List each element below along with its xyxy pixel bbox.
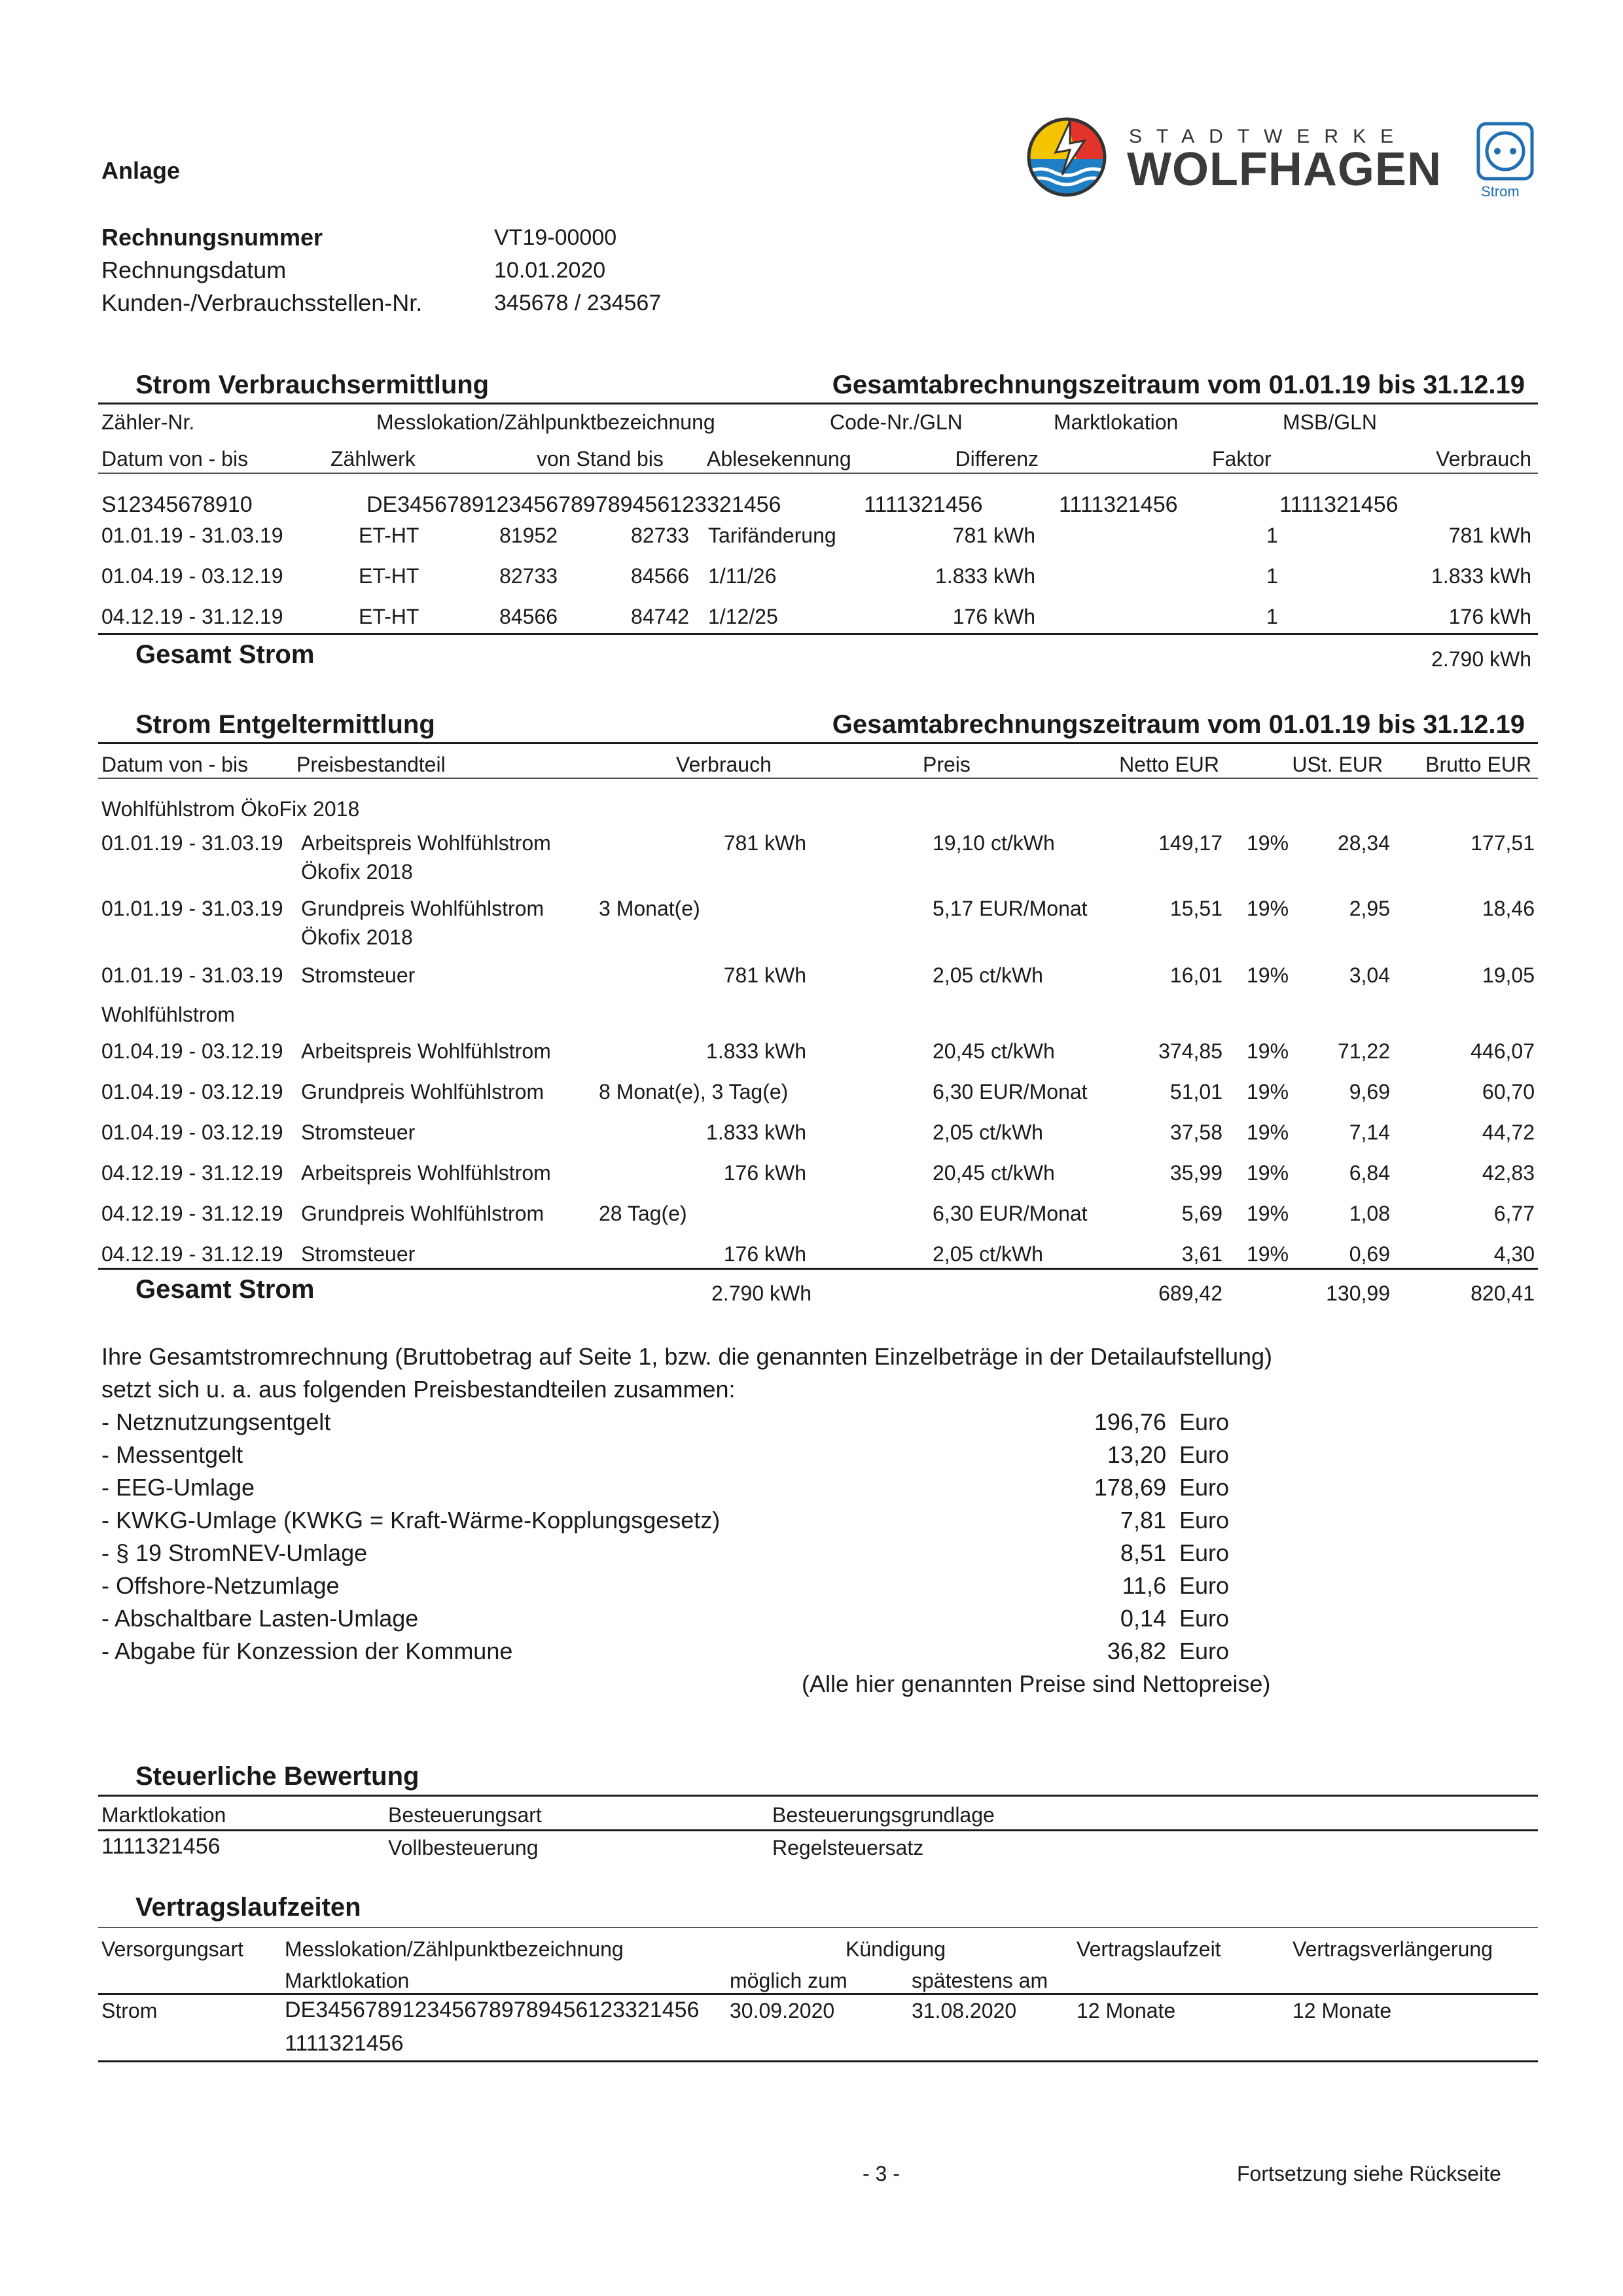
col-marktlokation: Marktlokation	[1054, 410, 1179, 434]
col-versorgungsart: Versorgungsart	[101, 1937, 244, 1961]
breakdown-item-amount: 196,76	[1094, 1408, 1166, 1435]
verbrauch-period: Gesamtabrechnungszeitraum vom 01.01.19 bis 31.12.19	[832, 370, 1525, 399]
row-preisbestandteil: Grundpreis Wohlfühlstrom	[301, 1080, 544, 1103]
row-ust: 6,84	[1349, 1161, 1390, 1185]
row-preisbestandteil: Arbeitspreis Wohlfühlstrom	[301, 831, 551, 855]
logo-top-text: STADTWERKE	[1129, 126, 1408, 147]
row-brutto: 42,83	[1482, 1161, 1535, 1185]
entgelt-total-netto: 689,42	[1158, 1282, 1222, 1305]
row-ablesekennung: 1/12/25	[708, 605, 778, 628]
page-number: - 3 -	[863, 2162, 900, 2185]
row-steuersatz: 19%	[1247, 897, 1289, 920]
row-datum: 01.01.19 - 31.03.19	[101, 963, 283, 987]
col-differenz: Differenz	[955, 447, 1039, 471]
row-zaehlwerk: ET-HT	[359, 605, 419, 628]
row-preisbestandteil: Stromsteuer	[301, 1121, 416, 1144]
col-datum: Datum von - bis	[101, 753, 249, 776]
verbrauch-total-value: 2.790 kWh	[1431, 647, 1531, 671]
vertrag-laufzeit: 12 Monate	[1077, 1999, 1176, 2022]
row-ust: 1,08	[1349, 1202, 1390, 1225]
row-brutto: 44,72	[1482, 1121, 1535, 1144]
breakdown-item-label: - Abschaltbare Lasten-Umlage	[101, 1605, 419, 1632]
breakdown-intro-2: setzt sich u. a. aus folgenden Preisbestandteilen zusammen:	[101, 1376, 736, 1403]
entgelt-total-label: Gesamt Strom	[135, 1275, 315, 1304]
row-datum: 01.04.19 - 03.12.19	[101, 1039, 283, 1063]
breakdown-item-label: - Messentgelt	[101, 1441, 243, 1468]
row-datum: 01.01.19 - 31.03.19	[101, 831, 283, 855]
row-brutto: 19,05	[1482, 963, 1535, 987]
row-menge: 28 Tag(e)	[599, 1202, 687, 1225]
col-messlokation: Messlokation/Zählpunktbezeichnung	[376, 410, 715, 434]
row-menge: 3 Monat(e)	[599, 897, 700, 920]
breakdown-note: (Alle hier genannten Preise sind Nettopreise)	[802, 1670, 1271, 1697]
row-datum: 01.01.19 - 31.03.19	[101, 897, 283, 920]
row-verbrauch: 176 kWh	[1448, 605, 1531, 628]
col-verbrauch: Verbrauch	[676, 753, 772, 776]
steuer-grundlage: Regelsteuersatz	[772, 1836, 924, 1859]
col-code-gln: Code-Nr./GLN	[830, 410, 963, 434]
entgelt-title: Strom Entgeltermittlung	[135, 710, 435, 739]
row-preis: 2,05 ct/kWh	[933, 963, 1043, 987]
row-steuersatz: 19%	[1247, 963, 1289, 987]
row-verbrauch: 781 kWh	[1448, 524, 1531, 547]
breakdown-item-amount: 178,69	[1094, 1474, 1166, 1501]
breakdown-item-amount: 8,51	[1120, 1539, 1166, 1566]
divider	[98, 633, 1538, 635]
row-ust: 28,34	[1337, 831, 1390, 855]
row-verbrauch: 176 kWh	[723, 1161, 806, 1185]
entgelt-total-ust: 130,99	[1326, 1282, 1390, 1305]
row-ust: 3,04	[1349, 963, 1390, 987]
divider	[98, 778, 1538, 779]
row-steuersatz: 19%	[1247, 1242, 1289, 1266]
row-stand-bis: 84566	[631, 564, 689, 588]
row-brutto: 60,70	[1482, 1080, 1535, 1103]
row-netto: 16,01	[1169, 963, 1222, 987]
row-netto: 374,85	[1158, 1039, 1222, 1063]
divider	[98, 1927, 1538, 1928]
col-vertragsverlaengerung: Vertragsverlängerung	[1293, 1937, 1493, 1961]
row-preisbestandteil: Grundpreis Wohlfühlstrom	[301, 1202, 544, 1225]
row-verbrauch: 1.833 kWh	[1431, 564, 1531, 588]
row-zaehlwerk: ET-HT	[359, 524, 419, 547]
row-preis: 20,45 ct/kWh	[933, 1039, 1055, 1063]
breakdown-item-currency: Euro	[1179, 1539, 1230, 1566]
row-preis: 20,45 ct/kWh	[933, 1161, 1055, 1185]
entgelt-period: Gesamtabrechnungszeitraum vom 01.01.19 bis 31.12.19	[832, 710, 1525, 739]
breakdown-item-label: - Offshore-Netzumlage	[101, 1572, 340, 1599]
breakdown-item-currency: Euro	[1179, 1605, 1230, 1632]
row-netto: 37,58	[1169, 1121, 1222, 1144]
col-verbrauch: Verbrauch	[1436, 447, 1531, 471]
strom-icon-label: Strom	[1481, 183, 1520, 200]
verbrauch-total-label: Gesamt Strom	[135, 640, 315, 669]
invoice-date-value: 10.01.2020	[494, 258, 606, 283]
row-differenz: 1.833 kWh	[935, 564, 1035, 588]
col-preis: Preis	[923, 753, 971, 776]
row-stand-bis: 82733	[631, 524, 689, 547]
customer-nr-value: 345678 / 234567	[494, 291, 662, 315]
meter-marktlokation: 1111321456	[1059, 492, 1178, 517]
customer-nr-label: Kunden-/Verbrauchsstellen-Nr.	[101, 289, 423, 316]
row-ust: 0,69	[1349, 1242, 1390, 1266]
row-preisbestandteil: Stromsteuer	[301, 963, 416, 987]
row-verbrauch: 781 kWh	[723, 963, 806, 987]
col-faktor: Faktor	[1212, 447, 1272, 471]
divider	[98, 1993, 1538, 1995]
row-faktor: 1	[1266, 524, 1278, 547]
breakdown-item-amount: 11,6	[1122, 1572, 1166, 1599]
row-preisbestandteil: Stromsteuer	[301, 1242, 416, 1266]
invoice-date-label: Rechnungsdatum	[101, 257, 287, 283]
anlage-label: Anlage	[101, 157, 181, 184]
row-stand-bis: 84742	[631, 605, 689, 628]
meter-number: S12345678910	[101, 492, 253, 517]
row-zaehlwerk: ET-HT	[359, 564, 419, 588]
row-datum: 01.01.19 - 31.03.19	[101, 524, 283, 547]
row-netto: 51,01	[1169, 1080, 1222, 1103]
col-besteuerungsart: Besteuerungsart	[388, 1803, 542, 1827]
breakdown-item-label: - EEG-Umlage	[101, 1474, 255, 1501]
row-datum: 01.04.19 - 03.12.19	[101, 564, 283, 588]
breakdown-item-label: - KWKG-Umlage (KWKG = Kraft-Wärme-Kopplungsgesetz)	[101, 1507, 721, 1534]
invoice-nr-label: Rechnungsnummer	[101, 224, 323, 251]
divider	[98, 742, 1538, 744]
row-brutto: 6,77	[1493, 1202, 1535, 1225]
vertrag-spaetestens-am: 31.08.2020	[912, 1999, 1017, 2022]
col-netto: Netto EUR	[1119, 753, 1219, 776]
row-stand-von: 82733	[499, 564, 558, 588]
row-steuersatz: 19%	[1247, 1080, 1289, 1103]
col-zaehler-nr: Zähler-Nr.	[101, 410, 195, 434]
col-kuendigung: Kündigung	[846, 1937, 946, 1961]
breakdown-item-label: - Abgabe für Konzession der Kommune	[101, 1638, 513, 1664]
steuer-marktlokation: 1111321456	[101, 1834, 221, 1859]
row-steuersatz: 19%	[1247, 1039, 1289, 1063]
row-preis: 5,17 EUR/Monat	[933, 897, 1088, 920]
vertrag-moeglich-zum: 30.09.2020	[730, 1999, 835, 2022]
row-preis: 6,30 EUR/Monat	[933, 1202, 1088, 1225]
breakdown-item-label: - § 19 StromNEV-Umlage	[101, 1539, 368, 1566]
row-verbrauch: 1.833 kWh	[706, 1039, 806, 1063]
col-spaetestens-am: spätestens am	[912, 1969, 1048, 1992]
row-brutto: 177,51	[1471, 831, 1535, 855]
meter-msb-gln: 1111321456	[1279, 492, 1399, 517]
row-stand-von: 84566	[499, 605, 558, 628]
row-steuersatz: 19%	[1247, 1161, 1289, 1185]
row-faktor: 1	[1266, 605, 1278, 628]
col-stand: von Stand bis	[537, 447, 664, 471]
group-wohlfuehlstrom: Wohlfühlstrom	[101, 1003, 235, 1026]
row-ust: 7,14	[1349, 1121, 1390, 1144]
stadtwerke-logo-icon	[1024, 115, 1116, 200]
breakdown-item-amount: 0,14	[1120, 1605, 1166, 1632]
row-netto: 15,51	[1169, 897, 1222, 920]
breakdown-item-label: - Netznutzungsentgelt	[101, 1408, 331, 1435]
row-ablesekennung: 1/11/26	[708, 564, 777, 588]
row-datum: 01.04.19 - 03.12.19	[101, 1121, 283, 1144]
row-ust: 2,95	[1349, 897, 1390, 920]
col-ust: USt. EUR	[1292, 753, 1383, 776]
row-steuersatz: 19%	[1247, 1202, 1289, 1225]
vertrag-marktlokation: 1111321456	[285, 2031, 404, 2056]
row-steuersatz: 19%	[1247, 831, 1289, 855]
row-menge: 8 Monat(e), 3 Tag(e)	[599, 1080, 789, 1103]
row-netto: 149,17	[1158, 831, 1222, 855]
continue-note: Fortsetzung siehe Rückseite	[1237, 2162, 1501, 2185]
breakdown-item-currency: Euro	[1179, 1408, 1230, 1435]
row-verbrauch: 176 kWh	[723, 1242, 806, 1266]
meter-messlokation: DE3456789123456789789456123321456	[366, 492, 781, 517]
col-datum: Datum von - bis	[101, 447, 249, 471]
row-preis: 2,05 ct/kWh	[933, 1242, 1043, 1266]
row-ust: 9,69	[1349, 1080, 1390, 1103]
col-messlokation: Messlokation/Zählpunktbezeichnung	[285, 1937, 624, 1961]
row-differenz: 781 kWh	[952, 524, 1035, 547]
divider	[98, 473, 1538, 474]
row-faktor: 1	[1266, 564, 1278, 588]
breakdown-item-amount: 36,82	[1107, 1638, 1166, 1664]
row-verbrauch: 1.833 kWh	[706, 1121, 806, 1144]
breakdown-item-currency: Euro	[1179, 1441, 1230, 1468]
col-besteuerungsgrundlage: Besteuerungsgrundlage	[772, 1803, 995, 1827]
col-marktlokation: Marktlokation	[285, 1969, 410, 1992]
verbrauch-title: Strom Verbrauchsermittlung	[135, 370, 490, 399]
row-preis: 2,05 ct/kWh	[933, 1121, 1043, 1144]
row-datum: 04.12.19 - 31.12.19	[101, 605, 283, 628]
meter-code-gln: 1111321456	[864, 492, 983, 517]
divider	[98, 403, 1538, 404]
col-marktlokation: Marktlokation	[101, 1803, 226, 1827]
entgelt-total-verbrauch: 2.790 kWh	[711, 1282, 812, 1305]
row-datum: 04.12.19 - 31.12.19	[101, 1202, 283, 1225]
row-datum: 04.12.19 - 31.12.19	[101, 1242, 283, 1266]
row-preisbestandteil: Arbeitspreis Wohlfühlstrom	[301, 1039, 551, 1063]
row-ust: 71,22	[1337, 1039, 1390, 1063]
row-preisbestandteil-line2: Ökofix 2018	[301, 860, 413, 884]
col-msb-gln: MSB/GLN	[1283, 410, 1378, 434]
row-steuersatz: 19%	[1247, 1121, 1289, 1144]
breakdown-item-currency: Euro	[1179, 1474, 1230, 1501]
breakdown-item-amount: 13,20	[1107, 1441, 1166, 1468]
breakdown-item-currency: Euro	[1179, 1507, 1230, 1534]
divider	[98, 2060, 1538, 2062]
row-netto: 35,99	[1169, 1161, 1222, 1185]
divider	[98, 1829, 1538, 1831]
col-zaehlwerk: Zählwerk	[330, 447, 416, 471]
divider	[98, 1795, 1538, 1797]
row-differenz: 176 kWh	[952, 605, 1035, 628]
col-vertragslaufzeit: Vertragslaufzeit	[1077, 1937, 1221, 1961]
row-ablesekennung: Tarifänderung	[708, 524, 836, 547]
group-oekofix: Wohlfühlstrom ÖkoFix 2018	[101, 797, 360, 821]
breakdown-item-currency: Euro	[1179, 1572, 1230, 1599]
row-netto: 3,61	[1181, 1242, 1222, 1266]
logo-main-text: WOLFHAGEN	[1127, 143, 1442, 196]
breakdown-intro-1: Ihre Gesamtstromrechnung (Bruttobetrag auf Seite 1, bzw. die genannten Einzelbeträge in der Detailaufstellung)	[101, 1343, 1273, 1370]
row-brutto: 4,30	[1493, 1242, 1535, 1266]
row-datum: 04.12.19 - 31.12.19	[101, 1161, 283, 1185]
col-brutto: Brutto EUR	[1425, 753, 1531, 776]
row-verbrauch: 781 kWh	[723, 831, 806, 855]
col-ablesekennung: Ablesekennung	[707, 447, 851, 471]
breakdown-item-amount: 7,81	[1120, 1507, 1166, 1534]
vertrag-verlaengerung: 12 Monate	[1293, 1999, 1392, 2022]
col-moeglich-zum: möglich zum	[730, 1969, 847, 1992]
vertrag-title: Vertragslaufzeiten	[135, 1893, 361, 1922]
entgelt-total-brutto: 820,41	[1471, 1282, 1535, 1305]
steuer-title: Steuerliche Bewertung	[135, 1762, 419, 1791]
row-brutto: 446,07	[1471, 1039, 1535, 1063]
row-preis: 19,10 ct/kWh	[933, 831, 1055, 855]
row-datum: 01.04.19 - 03.12.19	[101, 1080, 283, 1103]
col-preisbestandteil: Preisbestandteil	[296, 753, 446, 776]
row-preis: 6,30 EUR/Monat	[933, 1080, 1088, 1103]
vertrag-messlokation: DE3456789123456789789456123321456	[285, 1998, 700, 2022]
row-netto: 5,69	[1181, 1202, 1222, 1225]
vertrag-versorgungsart: Strom	[101, 1999, 158, 2022]
row-preisbestandteil: Grundpreis Wohlfühlstrom	[301, 897, 544, 920]
row-brutto: 18,46	[1482, 897, 1535, 920]
row-preisbestandteil-line2: Ökofix 2018	[301, 925, 413, 949]
steuer-art: Vollbesteuerung	[388, 1836, 539, 1859]
divider	[98, 1268, 1538, 1270]
invoice-nr-value: VT19-00000	[494, 225, 617, 250]
breakdown-item-currency: Euro	[1179, 1638, 1230, 1664]
row-preisbestandteil: Arbeitspreis Wohlfühlstrom	[301, 1161, 551, 1185]
row-stand-von: 81952	[499, 524, 558, 547]
